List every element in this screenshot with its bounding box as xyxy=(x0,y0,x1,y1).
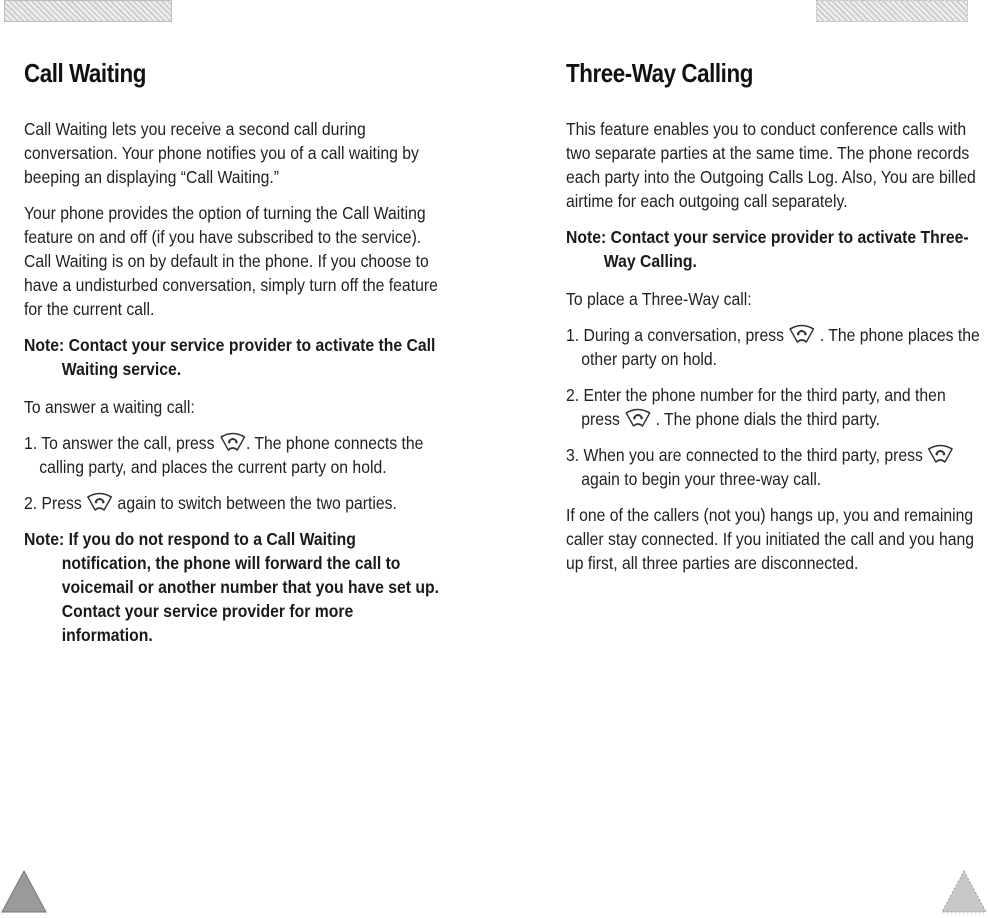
step-text: 3. When you are connected to the third party, press xyxy=(566,445,923,465)
three-way-title: Three-Way Calling xyxy=(566,58,753,88)
note-label: Note: xyxy=(566,227,607,247)
send-key-icon xyxy=(788,324,815,344)
answer-step-2 xyxy=(24,491,444,515)
page-corner-badge xyxy=(940,869,988,913)
three-way-step-3 xyxy=(566,443,986,491)
send-key-icon xyxy=(86,492,113,512)
three-way-intro: To place a Three-Way call: xyxy=(566,289,752,309)
note-text: Contact your service provider to activate the Call Waiting service. xyxy=(61,335,436,379)
call-waiting-body xyxy=(24,117,444,647)
three-way-step-1 xyxy=(566,323,986,371)
header-tab-left xyxy=(4,0,172,22)
three-way-closing: If one of the callers (not you) hangs up, you and remaining caller stay connected. If you initiated the call and you hang up first, all three parties are disconnected. xyxy=(566,505,975,573)
call-waiting-note-2 xyxy=(24,527,444,647)
three-way-para-1: This feature enables you to conduct conference calls with two separate parties at the same time. The phone records each party into the Outgoing Calls Log. Also, You are billed airtime for each outgoing call separately. xyxy=(566,119,976,211)
three-way-note xyxy=(566,225,986,273)
step-text: again to begin your three-way call. xyxy=(581,469,822,489)
step-text: 1. To answer the call, press xyxy=(24,433,215,453)
answer-step-1 xyxy=(24,431,444,479)
three-way-body xyxy=(566,117,986,575)
step-text: 1. During a conversation, press xyxy=(566,325,784,345)
note-label: Note: xyxy=(24,335,65,355)
note-label: Note: xyxy=(24,529,65,549)
note-text: Contact your service provider to activate Three-Way Calling. xyxy=(603,227,969,271)
answer-steps xyxy=(24,431,444,515)
call-waiting-para-1: Call Waiting lets you receive a second call during conversation. Your phone notifies you of a call waiting by beeping an displaying “Call Waiting.” xyxy=(24,119,419,187)
send-key-icon xyxy=(927,444,954,464)
step-text: . The phone dials the third party. xyxy=(655,409,881,429)
send-key-icon xyxy=(219,432,246,452)
step-text: 2. Enter the phone number for the third party, and then press xyxy=(566,385,946,429)
step-text: 2. Press xyxy=(24,493,82,513)
note-text: If you do not respond to a Call Waiting notification, the phone will forward the call to voicemail or another number that you have set up. Contact your service provider for more information. xyxy=(61,529,440,645)
step-text: again to switch between the two parties. xyxy=(117,493,397,513)
page-number: 38 xyxy=(64,894,80,909)
call-waiting-title: Call Waiting xyxy=(24,58,146,88)
step-text: . The phone places the other party on hold. xyxy=(581,325,980,369)
answer-intro: To answer a waiting call: xyxy=(24,397,195,417)
three-way-calling-section xyxy=(566,58,986,587)
header-tab-right xyxy=(816,0,968,22)
step-text: . The phone connects the calling party, and places the current party on hold. xyxy=(39,433,424,477)
call-waiting-para-2: Your phone provides the option of turning the Call Waiting feature on and off (if you have subscribed to the service). Call Waiting is on by default in the phone. If you choose to have a undisturbed conversation, simply turn off the feature for the current call. xyxy=(24,203,438,319)
three-way-steps xyxy=(566,323,986,491)
page-number-badge xyxy=(0,869,80,913)
triangle-page-badge-icon xyxy=(0,869,48,913)
three-way-step-2 xyxy=(566,383,986,431)
triangle-page-badge-icon xyxy=(940,869,988,913)
call-waiting-note-1 xyxy=(24,333,444,381)
send-key-icon xyxy=(624,408,651,428)
call-waiting-section xyxy=(24,58,444,661)
